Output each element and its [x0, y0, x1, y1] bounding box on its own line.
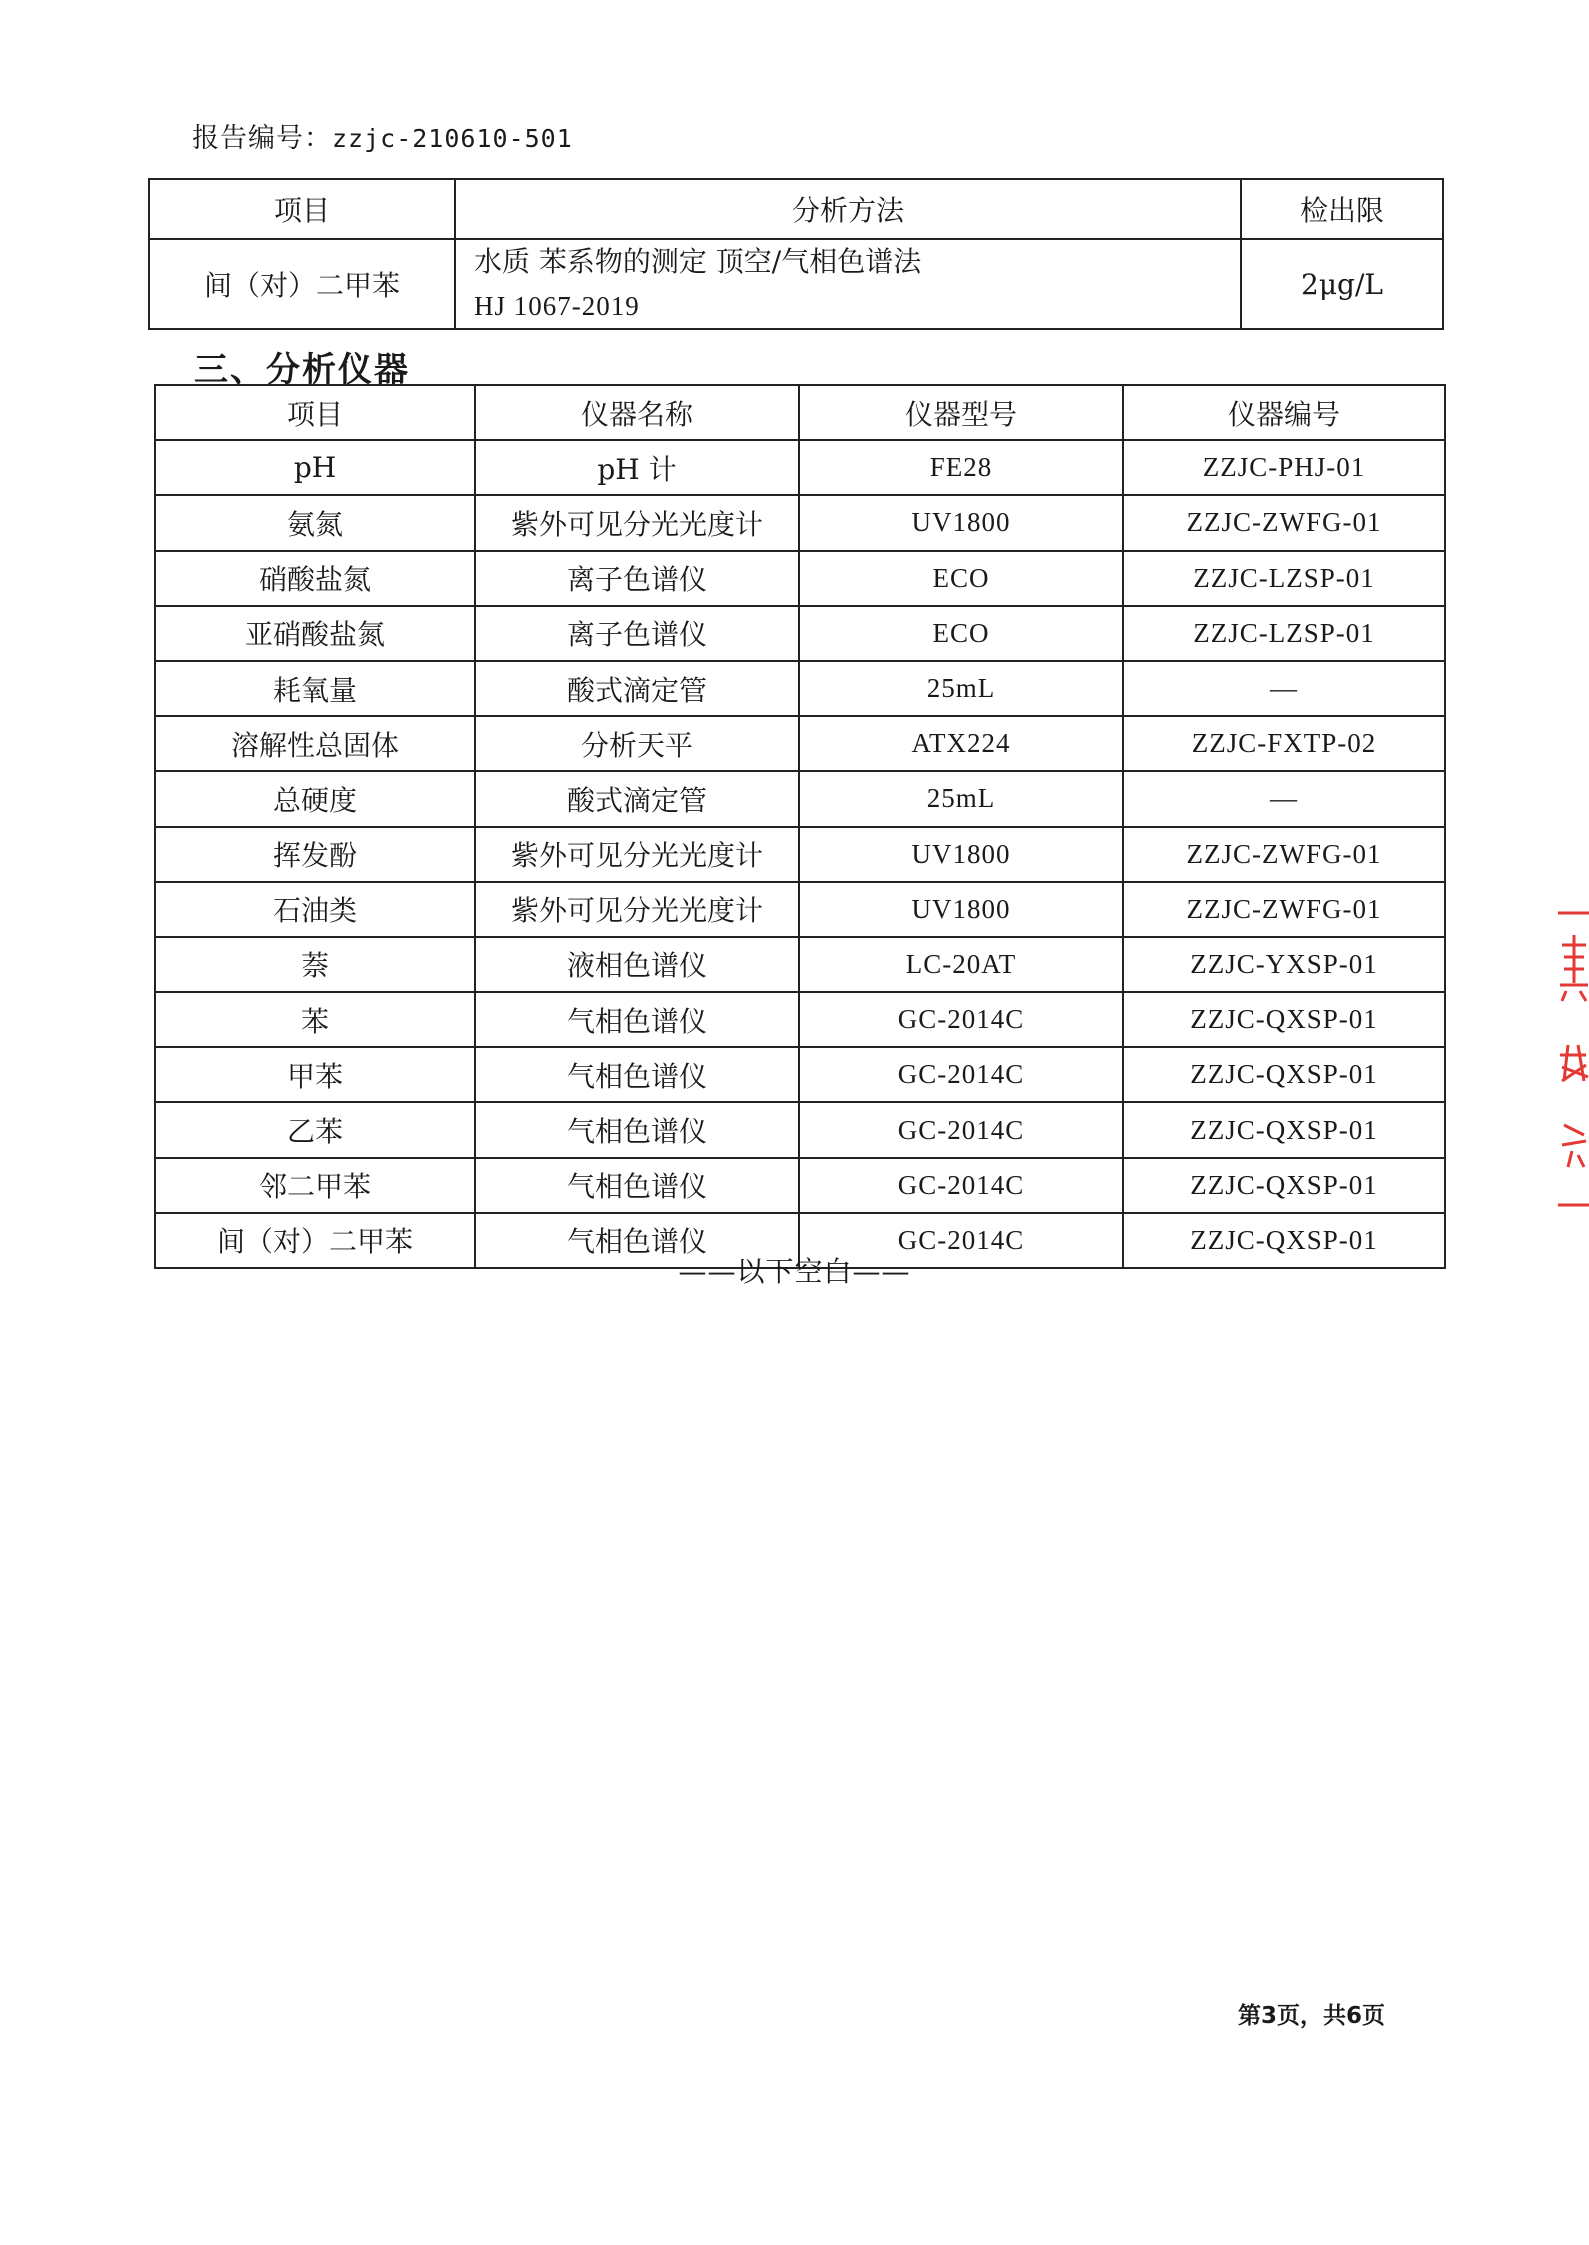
instrument-id: ZZJC-ZWFG-01 — [1123, 882, 1445, 937]
instrument-row — [155, 1102, 1445, 1157]
instrument-name: 气相色谱仪 — [475, 1047, 799, 1102]
instrument-item: 甲苯 — [155, 1047, 475, 1102]
instrument-row — [155, 1047, 1445, 1102]
instrument-item: 总硬度 — [155, 771, 475, 826]
instrument-model: UV1800 — [799, 495, 1123, 550]
instrument-model: UV1800 — [799, 882, 1123, 937]
instrument-id: ZZJC-QXSP-01 — [1123, 1047, 1445, 1102]
instrument-name: 酸式滴定管 — [475, 661, 799, 716]
blank-note: ——以下空白—— — [678, 1255, 911, 1288]
method-cell — [455, 239, 1241, 329]
instrument-name: 紫外可见分光光度计 — [475, 827, 799, 882]
instrument-item: 挥发酚 — [155, 827, 475, 882]
instrument-table — [154, 384, 1446, 1269]
instrument-model: 25mL — [799, 771, 1123, 826]
instrument-model: 25mL — [799, 661, 1123, 716]
instrument-row — [155, 606, 1445, 661]
instrument-table-header — [155, 385, 1445, 440]
instrument-model: FE28 — [799, 440, 1123, 495]
instrument-item: 石油类 — [155, 882, 475, 937]
instrument-id: ZZJC-ZWFG-01 — [1123, 827, 1445, 882]
instrument-row — [155, 495, 1445, 550]
instrument-name: 气相色谱仪 — [475, 1213, 799, 1268]
instrument-row — [155, 771, 1445, 826]
instrument-id: ZZJC-QXSP-01 — [1123, 1158, 1445, 1213]
method-name: 水质 苯系物的测定 顶空/气相色谱法 — [474, 245, 922, 278]
instrument-name: pH 计 — [475, 440, 799, 495]
instrument-model: GC-2014C — [799, 1102, 1123, 1157]
method-standard: HJ 1067-2019 — [474, 291, 640, 321]
instrument-id: — — [1123, 771, 1445, 826]
instrument-row — [155, 827, 1445, 882]
instrument-model: GC-2014C — [799, 1213, 1123, 1268]
instrument-name: 液相色谱仪 — [475, 937, 799, 992]
instrument-item: 硝酸盐氮 — [155, 551, 475, 606]
instrument-item: 苯 — [155, 992, 475, 1047]
header-instrument-model: 仪器型号 — [799, 385, 1123, 440]
instrument-model: GC-2014C — [799, 1158, 1123, 1213]
instrument-id: ZZJC-QXSP-01 — [1123, 992, 1445, 1047]
header-item: 项目 — [155, 385, 475, 440]
report-number — [192, 116, 573, 155]
instrument-row — [155, 882, 1445, 937]
instrument-row — [155, 716, 1445, 771]
instrument-item: 间（对）二甲苯 — [155, 1213, 475, 1268]
header-limit: 检出限 — [1241, 179, 1443, 239]
instrument-row — [155, 661, 1445, 716]
instrument-item: 乙苯 — [155, 1102, 475, 1157]
instrument-name: 紫外可见分光光度计 — [475, 882, 799, 937]
instrument-name: 离子色谱仪 — [475, 606, 799, 661]
method-table-row — [149, 239, 1443, 329]
instrument-item: 亚硝酸盐氮 — [155, 606, 475, 661]
instrument-item: pH — [155, 440, 475, 495]
instrument-name: 紫外可见分光光度计 — [475, 495, 799, 550]
instrument-model: LC-20AT — [799, 937, 1123, 992]
instrument-model: ECO — [799, 551, 1123, 606]
instrument-row — [155, 551, 1445, 606]
section-title: 三、分析仪器 — [194, 350, 410, 390]
instrument-item: 溶解性总固体 — [155, 716, 475, 771]
method-limit: 2μg/L — [1241, 239, 1443, 329]
instrument-id: — — [1123, 661, 1445, 716]
method-item: 间（对）二甲苯 — [149, 239, 455, 329]
instrument-name: 气相色谱仪 — [475, 1102, 799, 1157]
instrument-item: 耗氧量 — [155, 661, 475, 716]
instrument-name: 气相色谱仪 — [475, 1158, 799, 1213]
instrument-id: ZZJC-YXSP-01 — [1123, 937, 1445, 992]
instrument-id: ZZJC-PHJ-01 — [1123, 440, 1445, 495]
instrument-row — [155, 440, 1445, 495]
instrument-item: 邻二甲苯 — [155, 1158, 475, 1213]
instrument-row — [155, 992, 1445, 1047]
instrument-model: GC-2014C — [799, 1047, 1123, 1102]
method-table-header — [149, 179, 1443, 239]
instrument-row — [155, 937, 1445, 992]
instrument-name: 酸式滴定管 — [475, 771, 799, 826]
instrument-model: UV1800 — [799, 827, 1123, 882]
instrument-id: ZZJC-QXSP-01 — [1123, 1213, 1445, 1268]
instrument-id: ZZJC-ZWFG-01 — [1123, 495, 1445, 550]
page-number: 第3页，共6页 — [1238, 2003, 1386, 2029]
report-number-label: 报告编号： — [192, 123, 332, 154]
instrument-id: ZZJC-FXTP-02 — [1123, 716, 1445, 771]
header-item: 项目 — [149, 179, 455, 239]
instrument-model: ATX224 — [799, 716, 1123, 771]
instrument-model: ECO — [799, 606, 1123, 661]
method-table — [148, 178, 1444, 330]
header-instrument-id: 仪器编号 — [1123, 385, 1445, 440]
instrument-id: ZZJC-QXSP-01 — [1123, 1102, 1445, 1157]
instrument-item: 萘 — [155, 937, 475, 992]
instrument-model: GC-2014C — [799, 992, 1123, 1047]
header-instrument-name: 仪器名称 — [475, 385, 799, 440]
instrument-name: 离子色谱仪 — [475, 551, 799, 606]
red-seal-stamp — [1548, 905, 1589, 1235]
report-number-value: zzjc-210610-501 — [332, 124, 573, 153]
instrument-row — [155, 1158, 1445, 1213]
instrument-name: 气相色谱仪 — [475, 992, 799, 1047]
header-method: 分析方法 — [455, 179, 1241, 239]
instrument-item: 氨氮 — [155, 495, 475, 550]
instrument-id: ZZJC-LZSP-01 — [1123, 606, 1445, 661]
instrument-name: 分析天平 — [475, 716, 799, 771]
instrument-id: ZZJC-LZSP-01 — [1123, 551, 1445, 606]
